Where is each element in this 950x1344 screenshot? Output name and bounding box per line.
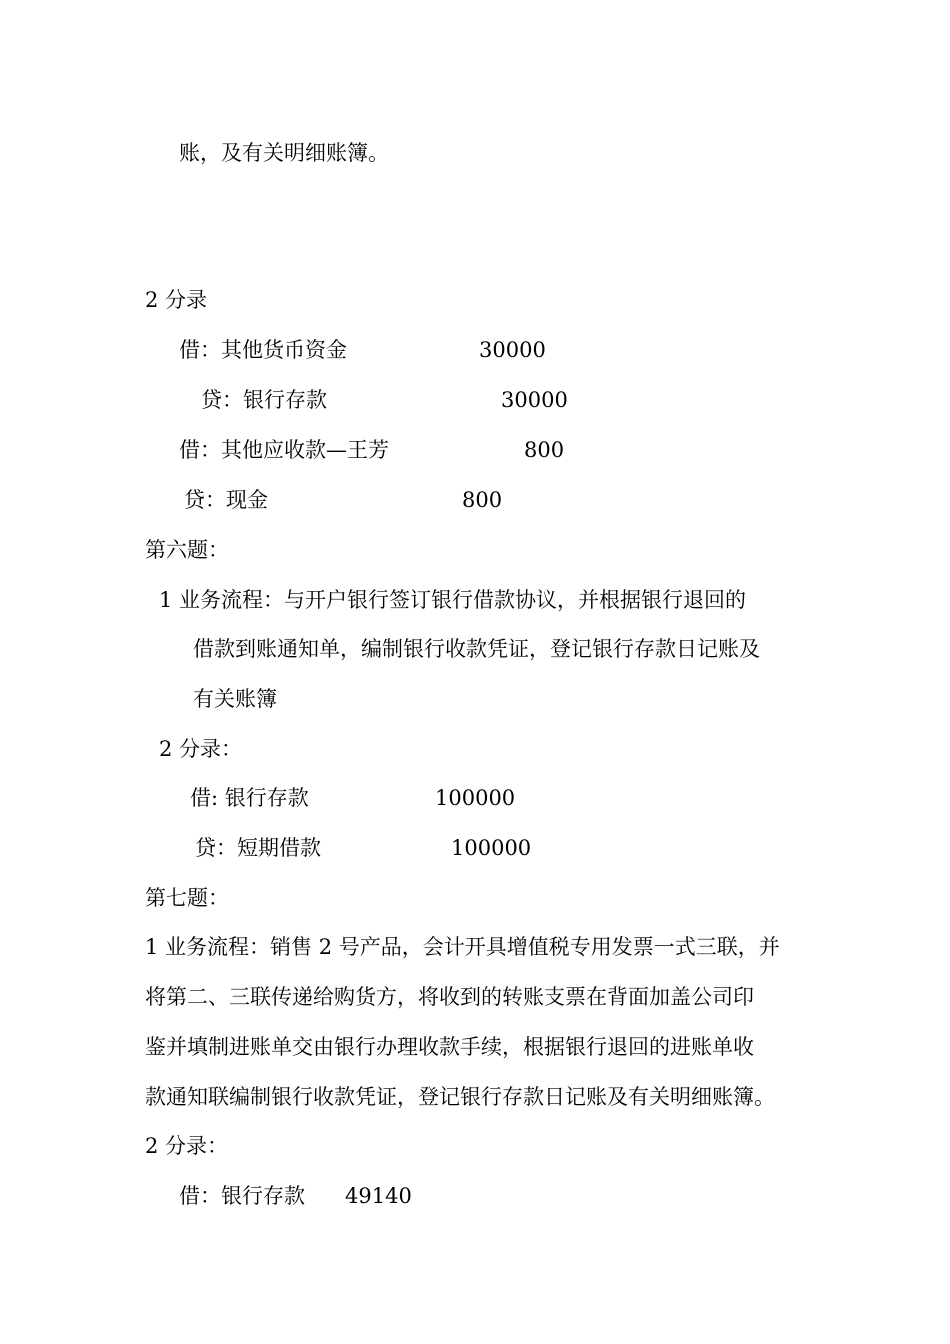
question-heading: 第六题：: [145, 538, 229, 562]
journal-amount: 30000: [479, 338, 546, 362]
journal-entry-debit: 借：其他货币资金: [179, 338, 347, 362]
journal-entry-credit: 贷：短期借款: [195, 836, 321, 860]
text-line: 1 业务流程：与开户银行签订银行借款协议，并根据银行退回的: [159, 588, 747, 612]
journal-amount: 800: [462, 488, 503, 512]
text-line: 1 业务流程：销售 2 号产品，会计开具增值税专用发票一式三联，并: [145, 935, 780, 959]
journal-entry-debit: 借：银行存款: [179, 1184, 305, 1208]
journal-entry-credit: 贷：现金: [184, 488, 268, 512]
journal-entry-debit: 借：其他应收款—王芳: [179, 438, 389, 462]
text-line: 借款到账通知单，编制银行收款凭证，登记银行存款日记账及: [193, 637, 760, 661]
section-heading: 2 分录: [145, 288, 208, 312]
text-line: 将第二、三联传递给购货方，将收到的转账支票在背面加盖公司印: [145, 985, 754, 1009]
text-line: 款通知联编制银行收款凭证，登记银行存款日记账及有关明细账簿。: [145, 1085, 775, 1109]
journal-amount: 100000: [451, 836, 532, 860]
section-heading: 2 分录：: [145, 1134, 229, 1158]
section-heading: 2 分录：: [159, 737, 243, 761]
journal-amount: 100000: [435, 786, 516, 810]
text-line: 有关账簿: [193, 687, 277, 711]
text-line: 鉴并填制进账单交由银行办理收款手续，根据银行退回的进账单收: [145, 1035, 754, 1059]
text-line: 账，及有关明细账簿。: [179, 141, 389, 165]
journal-entry-debit: 借: 银行存款: [190, 786, 309, 810]
journal-amount: 49140: [345, 1184, 412, 1208]
journal-amount: 800: [524, 438, 565, 462]
journal-entry-credit: 贷：银行存款: [201, 388, 327, 412]
journal-amount: 30000: [501, 388, 568, 412]
question-heading: 第七题：: [145, 886, 229, 910]
